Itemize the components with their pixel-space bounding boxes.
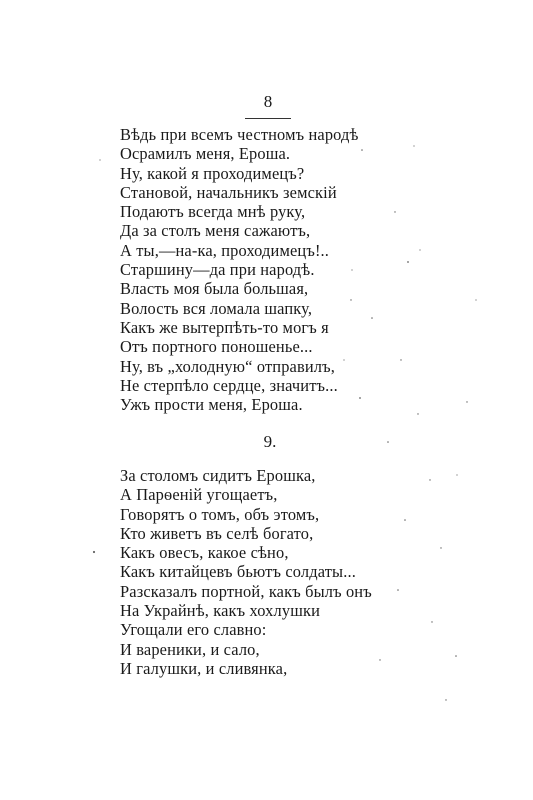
poem-line: А ты,—на-ка, проходимецъ!.. <box>120 240 330 260</box>
poem-line: Да за столъ меня сажаютъ, <box>120 221 311 241</box>
poem-line: Какъ же вытерпѣть-то могъ я <box>120 317 329 337</box>
page-number-rule <box>245 118 291 119</box>
poem-line: Говорятъ о томъ, объ этомъ, <box>120 504 320 524</box>
poem-line: И вареники, и сало, <box>120 639 260 659</box>
poem-line: Какъ овесъ, какое сѣно, <box>120 543 289 563</box>
section-number: 9. <box>263 432 277 451</box>
poem-line: Ну, какой я проходимецъ? <box>120 163 305 183</box>
poem-line: Ну, въ „холодную“ отправилъ, <box>120 356 335 376</box>
page-number: 8 <box>263 92 273 111</box>
poem-line: Кто живетъ въ селѣ богато, <box>120 523 314 543</box>
poem-line: Старшину—да при народѣ. <box>120 260 315 280</box>
poem-line: Не стерпѣло сердце, значитъ... <box>120 375 338 395</box>
poem-line: Отъ портного поношенье... <box>120 337 313 357</box>
poem-line: Вѣдь при всемъ честномъ народѣ <box>120 125 359 144</box>
poem-line: Угощали его славно: <box>120 620 267 640</box>
poem-line: Власть моя была большая, <box>120 279 309 299</box>
poem-line: И галушки, и сливянка, <box>120 658 288 678</box>
poem-line: А Парѳеній угощаетъ, <box>120 485 278 505</box>
poem-line: Подаютъ всегда мнѣ руку, <box>120 202 306 222</box>
poem-line: Какъ китайцевъ бьютъ солдаты... <box>120 562 356 582</box>
poem-stanza-1 <box>120 125 359 414</box>
poem-line: Осрамилъ меня, Ероша. <box>120 144 291 164</box>
poem-line: Становой, начальникъ земскій <box>120 182 337 202</box>
poem-line: Разсказалъ портной, какъ былъ онъ <box>120 581 372 601</box>
poem-line: На Украйнѣ, какъ хохлушки <box>120 601 321 621</box>
poem-line: Волость вся ломала шапку, <box>120 298 313 318</box>
poem-line: Ужъ прости меня, Ероша. <box>120 395 303 415</box>
poem-stanza-2 <box>120 466 372 678</box>
poem-line: За столомъ сидитъ Ерошка, <box>120 466 316 485</box>
